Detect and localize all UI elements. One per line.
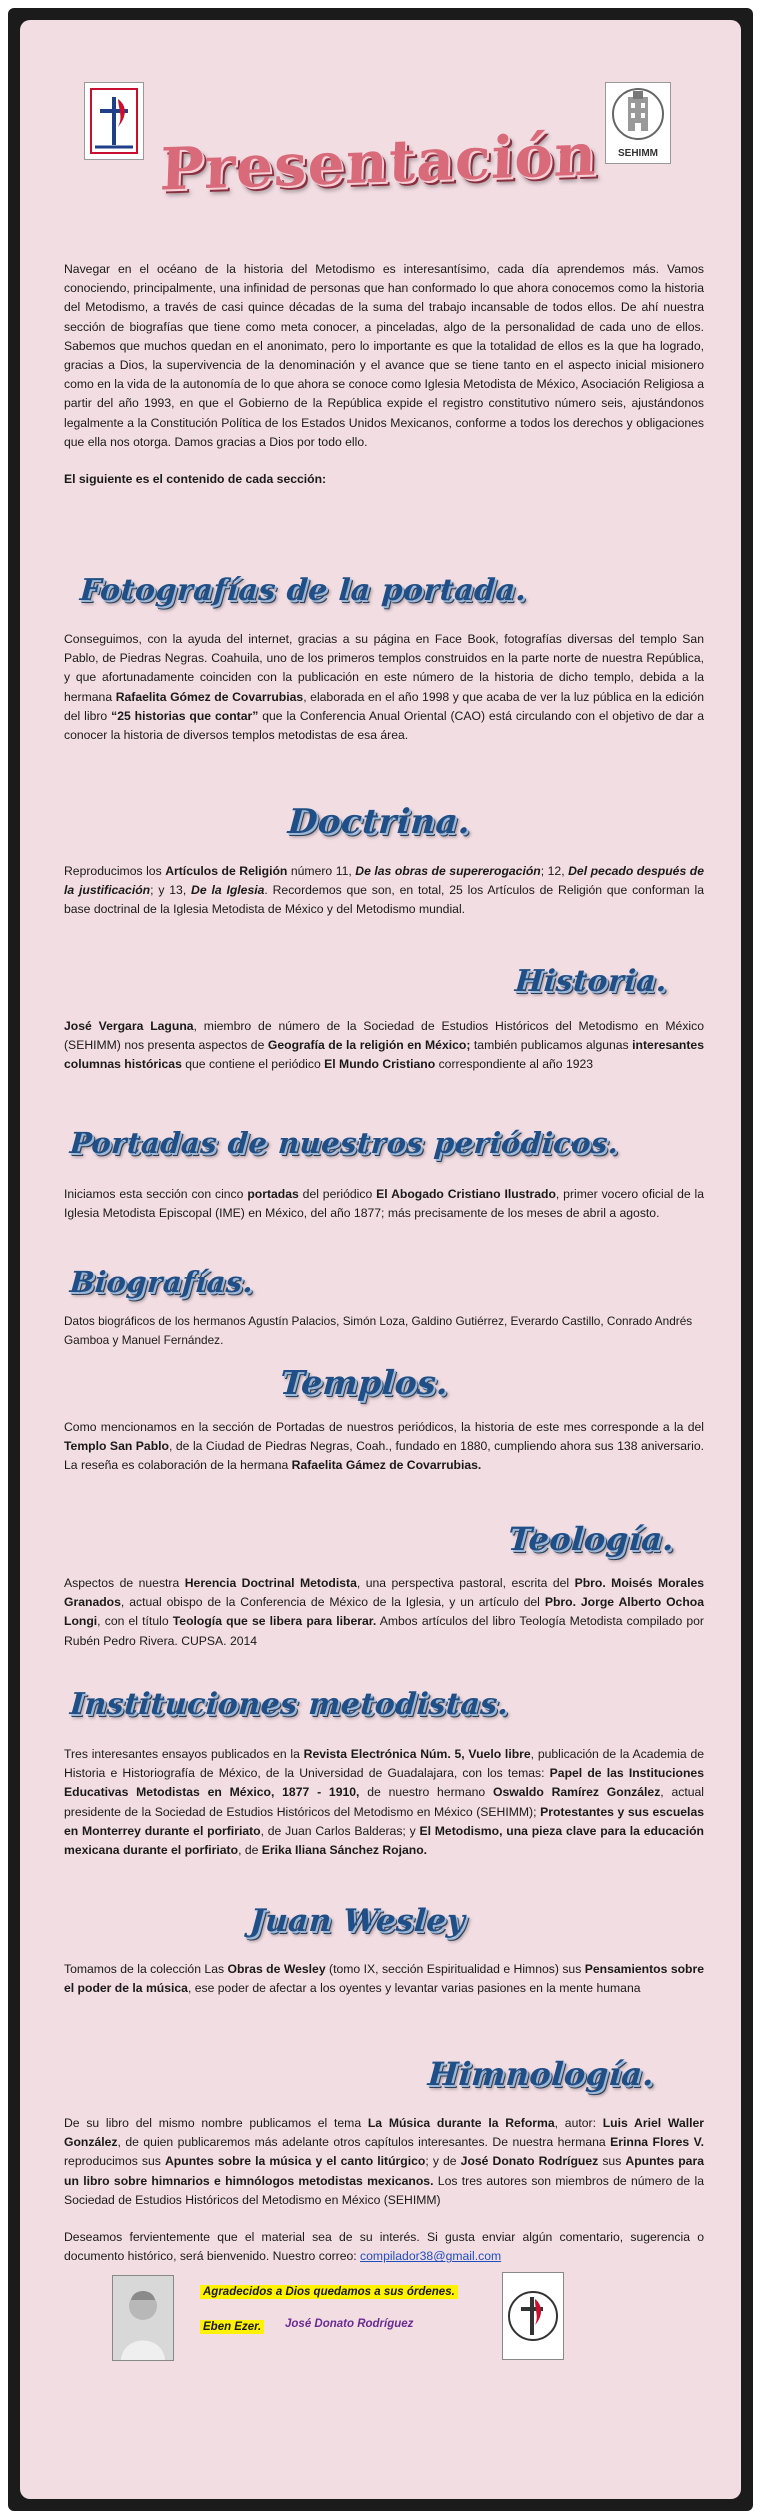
sehimm-label: SEHIMM	[618, 148, 658, 159]
author-portrait-icon	[112, 2275, 174, 2361]
page-title: Presentación	[158, 120, 599, 204]
heading-doctrina: Doctrina.	[286, 802, 472, 842]
heading-himnologia: Himnología.	[426, 2055, 656, 2093]
sehimm-logo	[605, 82, 671, 164]
footer-eben: Eben Ezer.	[200, 2320, 264, 2334]
himnologia-text: De su libro del mismo nombre publicamos el tema La Música durante la Reforma, autor: Luis Ariel Waller González, de quien publicaremos más adelante otros capítulos interesantes. De nuestra hermana Erinna Flores V. reproducimos sus Apuntes sobre la música y el canto litúrgico; y de José Donato Rodríguez sus Apuntes para un libro sobre himnarios e himnólogos metodistas mexicanos. Los tres autores son miembros de número de la Sociedad de Estudios Históricos del Metodismo en México (SEHIMM)	[64, 2116, 705, 2207]
instituciones-text: Tres interesantes ensayos publicados en la Revista Electrónica Núm. 5, Vuelo libre, publicación de la Academia de Historia e Historiografía de México, de la Universidad de Guadalajara, con los temas: Papel de las Instituciones Educativas Metodistas en México, 1877 - 1910, de nuestro hermano Oswaldo Ramírez González, actual presidente de la Sociedad de Estudios Históricos del Metodismo en México (SEHIMM); Protestantes y sus escuelas en Monterrey durante el porfiriato, de Juan Carlos Balderas; y El Metodismo, una pieza clave para la educación mexicana durante el porfiriato, de Erika Iliana Sánchez Rojano.	[64, 1747, 705, 1858]
section-teologia	[64, 1574, 704, 1651]
footer-eben-wrap	[200, 2317, 264, 2335]
heading-teologia: Teología.	[506, 1520, 676, 1558]
heading-templos: Templos.	[278, 1363, 450, 1402]
doctrina-text: Reproducimos los Artículos de Religión número 11, De las obras de supererogación; 12, Del pecado después de la justificación; y 13, De la Iglesia. Recordemos que son, en total, 25 los Artículos de Religión que conforman la base doctrinal de la Iglesia Metodista de México y del Metodismo mundial.	[64, 864, 704, 917]
section-wesley	[64, 1960, 704, 1998]
fotografias-text: Conseguimos, con la ayuda del internet, gracias a su página en Face Book, fotografías diversas del templo San Pablo, de Piedras Negras. Coahuila, uno de los primeros templos construidos en la parte norte de nuestra República, y que afortunadamente coinciden con la publicación en este número de la historia de dicho templo, debida a la hermana Rafaelita Gómez de Covarrubias, elaborada en el año 1998 y que acaba de ver la luz pública en la edición del libro “25 historias que contar” que la Conferencia Anual Oriental (CAO) está circulando con el objetivo de dar a conocer la historia de diversos templos metodistas de esa área.	[64, 632, 704, 743]
teologia-text: Aspectos de nuestra Herencia Doctrinal Metodista, una perspectiva pastoral, escrita del Pbro. Moisés Morales Granados, actual obispo de la Conferencia de México de la Iglesia, y un artículo del Pbro. Jorge Alberto Ochoa Longi, con el título Teología que se libera para liberar. Ambos artículos del libro Teología Metodista compilado por Rubén Pedro Rivera. CUPSA. 2014	[64, 1576, 705, 1648]
intro-paragraph: Navegar en el océano de la historia del Metodismo es interesantísimo, cada día aprendemos más. Vamos conociendo, principalmente, una infinidad de personas que han conformado lo que ahora conocemos como la historia del Metodismo, a través de casi quince décadas de la suma del trabajo incansable de todos ellos. De ahí nuestra sección de biografías que tiene como meta conocer, a pinceladas, algo de la personalidad de cada uno de ellos. Sabemos que muchos quedan en el anonimato, pero lo importante es que la totalidad de ellos es la que ha logrado, gracias a Dios, la supervivencia de la denominación y el avance que se tiene tanto en el aspecto inicial misionero como en la vida de la autonomía de lo que ahora se conoce como Iglesia Metodista de México, Asociación Religiosa a partir del año 1993, en que el Gobierno de la República expide el registro constitutivo número seis, ajustándonos legalmente a la Constitución Política de los Estados Unidos Mexicanos, conforme a todos los derechos y obligaciones que ella nos otorga. Damos gracias a Dios por todo ello.	[64, 262, 704, 449]
closing-text: Deseamos fervientemente que el material sea de su interés. Si gusta enviar algún comentario, sugerencia o documento histórico, será bienvenido. Nuestro correo: compilador38@gmail.com	[64, 2230, 704, 2264]
section-doctrina	[64, 862, 704, 920]
templos-text: Como mencionamos en la sección de Portadas de nuestros periódicos, la historia de este mes corresponde a la del Templo San Pablo, de la Ciudad de Piedras Negras, Coah., fundado en 1880, cumpliendo ahora sus 138 aniversario. La reseña es colaboración de la hermana Rafaelita Gámez de Covarrubias.	[64, 1420, 704, 1473]
building-icon	[607, 83, 669, 141]
cross-flame-icon	[502, 2272, 564, 2360]
intro-block	[64, 260, 704, 489]
contents-intro: El siguiente es el contenido de cada sección:	[64, 472, 327, 487]
section-instituciones	[64, 1745, 704, 1860]
page	[20, 20, 741, 2499]
email-link[interactable]: compilador38@gmail.com	[360, 2249, 502, 2264]
heading-biografias: Biografías.	[68, 1265, 255, 1299]
heading-historia: Historia.	[513, 964, 669, 999]
section-portadas	[64, 1185, 704, 1223]
biografias-text: Datos biográficos de los hermanos Agustín Palacios, Simón Loza, Galdino Gutiérrez, Everardo Castillo, Conrado Andrés Gamboa y Manuel Fernández.	[64, 1314, 693, 1348]
section-templos	[64, 1418, 704, 1476]
cross-flame-icon	[84, 82, 144, 160]
section-biografias	[64, 1312, 704, 1350]
heading-portadas: Portadas de nuestros periódicos.	[68, 1126, 620, 1160]
footer-thanks-wrap	[200, 2282, 458, 2300]
portadas-text: Iniciamos esta sección con cinco portadas del periódico El Abogado Cristiano Ilustrado, primer vocero oficial de la Iglesia Metodista Episcopal (IME) en México, del año 1877; más precisamente de los meses de abril a agosto.	[64, 1187, 704, 1221]
historia-text: José Vergara Laguna, miembro de número de la Sociedad de Estudios Históricos del Metodismo en México (SEHIMM) nos presenta aspectos de Geografía de la religión en México; también publicamos algunas interesantes columnas históricas que contiene el periódico El Mundo Cristiano correspondiente al año 1923	[64, 1019, 704, 1072]
heading-fotografias: Fotografías de la portada.	[78, 573, 528, 608]
section-himnologia	[64, 2114, 704, 2266]
footer-thanks: Agradecidos a Dios quedamos a sus órdenes.	[200, 2285, 458, 2299]
heading-instituciones: Instituciones metodistas.	[68, 1687, 510, 1722]
wesley-text: Tomamos de la colección Las Obras de Wesley (tomo IX, sección Espiritualidad e Himnos) sus Pensamientos sobre el poder de la música, ese poder de afectar a los oyentes y levantar varias pasiones en la mente humana	[64, 1962, 705, 1996]
section-fotografias	[64, 630, 704, 745]
footer-author: José Donato Rodríguez	[285, 2318, 414, 2330]
section-historia	[64, 1017, 704, 1075]
heading-wesley: Juan Wesley	[248, 1903, 467, 1939]
